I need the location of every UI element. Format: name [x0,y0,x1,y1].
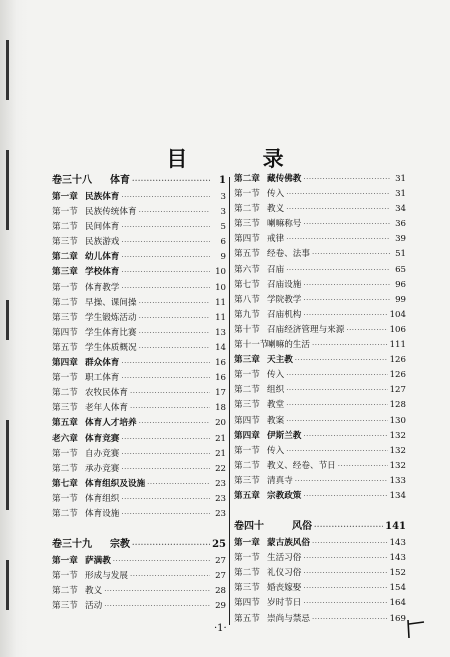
toc-entry-number: 第一节 [52,282,78,293]
toc-entry-number: 第三章 [234,355,260,366]
toc-section-entry[interactable] [234,551,406,566]
leader-dots [303,581,387,596]
leader-dots [121,250,210,265]
toc-entry-page: 23 [215,493,226,504]
toc-entry-title: 学校体育 [85,267,120,278]
toc-entry-title: 宗教 [110,539,130,551]
toc-entry-page: 127 [389,385,406,396]
toc-entry-number: 第一节 [234,189,260,200]
toc-entry-number: 第二节 [234,568,260,579]
toc-entry-number: 第二节 [234,385,260,396]
toc-chapter-entry[interactable] [52,265,226,280]
toc-chapter-entry[interactable] [52,477,226,492]
toc-entry-number: 第七章 [52,478,78,489]
toc-entry-title: 传入 [267,189,285,200]
toc-entry-number: 第五章 [234,490,260,501]
toc-section-entry[interactable] [234,581,406,596]
toc-section-entry[interactable] [234,459,406,474]
toc-entry-page: 31 [395,189,406,200]
leader-dots [121,371,210,386]
toc-entry-title: 喇嘛称号 [267,219,302,230]
leader-dots [312,612,388,627]
toc-entry-title: 组织 [267,385,285,396]
toc-entry-title: 召庙设施 [267,279,302,290]
toc-section-entry[interactable] [52,341,226,356]
toc-entry-title: 幼儿体育 [85,252,120,263]
toc-entry-page: 29 [215,601,226,612]
toc-chapter-entry[interactable] [52,554,226,569]
toc-entry-number: 卷三十八 [52,175,92,186]
leader-dots [121,507,210,522]
toc-entry-page: 141 [385,521,406,533]
toc-section-entry[interactable] [52,281,226,296]
leader-dots [130,569,210,584]
leader-dots [295,474,388,489]
toc-section-entry[interactable] [234,596,406,611]
toc-entry-title: 经卷、法事 [267,249,310,260]
leader-dots [303,429,387,444]
toc-section-entry[interactable] [234,293,406,308]
toc-chapter-entry[interactable] [52,250,226,265]
toc-entry-title: 召庙 [267,264,285,275]
toc-entry-number: 第四章 [52,358,78,369]
toc-entry-number: 第一节 [52,571,78,582]
toc-entry-number: 第二章 [234,174,260,184]
leader-dots [303,596,387,611]
toc-section-entry[interactable] [234,612,406,627]
leader-dots [139,311,210,326]
toc-entry-page: 22 [215,463,226,474]
toc-entry-number: 第五节 [234,249,260,260]
leader-dots [121,281,210,296]
leader-dots [303,551,387,566]
leader-dots [121,432,210,447]
toc-section-entry[interactable] [234,187,406,202]
toc-entry-title: 宗教政策 [267,490,302,501]
toc-section-entry[interactable] [52,205,226,220]
toc-entry-title: 天主教 [267,355,293,366]
toc-section-entry[interactable] [52,401,226,416]
toc-section-entry[interactable] [234,474,406,489]
toc-section-entry[interactable] [52,462,226,477]
leader-dots [121,356,210,371]
leader-dots [121,265,210,280]
toc-entry-title: 召庙机构 [267,309,302,320]
toc-entry-number: 第十节 [234,324,260,335]
leader-dots [286,414,387,429]
leader-dots [130,386,210,401]
leader-dots [303,278,390,293]
toc-section-entry[interactable] [52,371,226,386]
toc-entry-page: 9 [220,252,226,263]
toc-section-entry[interactable] [234,217,406,232]
toc-section-entry[interactable] [52,220,226,235]
toc-entry-page: 36 [395,219,406,230]
leader-dots [139,416,210,431]
leader-dots [286,444,387,459]
toc-entry-number: 第六节 [234,264,260,275]
toc-entry-page: 130 [389,415,406,426]
toc-entry-title: 体育竞赛 [85,433,120,444]
toc-entry-number: 第三节 [52,312,78,323]
leader-dots [139,341,210,356]
toc-entry-number: 第二节 [52,586,78,597]
leader-dots [286,263,390,278]
toc-entry-number: 老六章 [52,433,78,444]
toc-entry-title: 体育人才培养 [85,418,137,429]
toc-entry-title: 教义 [267,204,285,215]
leader-dots [312,338,388,353]
toc-entry-title: 形成与发展 [85,571,128,582]
toc-entry-page: 39 [395,234,406,245]
toc-entry-page: 16 [215,358,226,369]
toc-entry-number: 第二节 [234,204,260,215]
handwritten-mark [404,618,428,640]
toc-entry-title: 婚丧嫁娶 [267,583,302,594]
toc-entry-number: 第一节 [52,373,78,384]
toc-entry-number: 第二节 [52,222,78,233]
toc-entry-page: 1 [219,175,226,186]
toc-entry-page: 14 [215,342,226,353]
toc-entry-number: 第一章 [234,538,260,549]
toc-entry-page: 34 [395,204,406,215]
toc-entry-number: 第四章 [234,430,260,441]
toc-entry-number: 第二节 [234,460,260,471]
toc-entry-number: 第二节 [52,463,78,474]
toc-entry-title: 萨满教 [85,556,111,567]
toc-entry-page: 25 [212,539,226,551]
toc-entry-page: 10 [215,282,226,293]
toc-entry-page: 6 [220,237,226,248]
leader-dots [346,323,387,338]
toc-section-entry[interactable] [52,599,226,614]
toc-entry-title: 藏传佛教 [267,174,302,184]
toc-entry-page: 3 [220,192,226,202]
toc-entry-page: 104 [389,309,406,320]
toc-entry-title: 风俗 [292,521,312,533]
toc-entry-page: 164 [389,598,406,609]
toc-right-column [234,172,406,627]
toc-entry-page: 11 [215,297,226,308]
toc-entry-number: 第三节 [52,601,78,612]
toc-section-entry[interactable] [52,326,226,341]
leader-dots [104,599,210,614]
toc-entry-title: 召庙经济管理与来源 [267,324,345,335]
toc-volume-entry[interactable] [234,518,406,536]
toc-entry-title: 体育 [110,175,130,186]
leader-dots [130,401,210,416]
toc-entry-title: 体育组织及设施 [85,478,146,489]
page-title: 目 录 [166,146,318,171]
toc-section-entry[interactable] [234,338,406,353]
leader-dots [303,293,390,308]
leader-dots [295,353,388,368]
toc-entry-title: 传入 [267,370,285,381]
toc-entry-number: 第三节 [234,400,260,411]
leader-dots [286,368,387,383]
toc-entry-title: 喇嘛的生活 [267,340,310,351]
toc-entry-page: 126 [389,355,406,366]
toc-entry-title: 老年人体育 [85,403,128,414]
toc-section-entry[interactable] [234,202,406,217]
toc-entry-number: 第五节 [52,342,78,353]
toc-entry-number: 第三节 [234,475,260,486]
toc-section-entry[interactable] [234,368,406,383]
leader-dots [286,398,387,413]
toc-entry-number: 第一节 [52,493,78,504]
leader-dots [121,447,210,462]
leader-dots [312,536,388,551]
toc-entry-title: 学院教学 [267,294,302,305]
leader-dots [132,172,210,190]
toc-chapter-entry[interactable] [234,489,406,504]
toc-entry-number: 卷四十 [234,521,264,533]
toc-entry-number: 第二章 [52,252,78,263]
toc-entry-number: 第九节 [234,309,260,320]
toc-entry-title: 学生锻炼活动 [85,312,137,323]
toc-entry-title: 蒙古族风俗 [267,538,310,549]
toc-entry-number: 第一节 [52,207,78,218]
toc-entry-number: 第四节 [234,234,260,245]
toc-entry-title: 农牧民体育 [85,388,128,399]
toc-section-entry[interactable] [234,414,406,429]
page-binding-edge [0,0,28,657]
toc-chapter-entry[interactable] [234,172,406,187]
toc-entry-page: 128 [389,400,406,411]
toc-entry-page: 27 [215,556,226,567]
leader-dots [104,584,210,599]
toc-chapter-entry[interactable] [234,536,406,551]
leader-dots [286,187,390,202]
toc-entry-page: 154 [389,583,406,594]
toc-section-entry[interactable] [234,278,406,293]
toc-section-entry[interactable] [52,492,226,507]
toc-section-entry[interactable] [52,386,226,401]
toc-entry-page: 111 [389,340,406,351]
toc-entry-title: 戒律 [267,234,285,245]
toc-entry-page: 143 [389,538,406,549]
toc-entry-number: 第五章 [52,418,78,429]
leader-dots [139,326,210,341]
toc-entry-title: 体育教学 [85,282,120,293]
toc-entry-title: 教案 [267,415,285,426]
toc-entry-title: 职工体育 [85,373,120,384]
leader-dots [139,205,210,220]
toc-entry-number: 第三节 [234,219,260,230]
toc-entry-title: 教堂 [267,400,285,411]
toc-entry-number: 第三节 [234,583,260,594]
toc-entry-page: 132 [389,460,406,471]
toc-entry-page: 5 [220,222,226,233]
toc-section-entry[interactable] [234,566,406,581]
toc-entry-title: 学生体育比赛 [85,327,137,338]
toc-entry-page: 18 [215,403,226,414]
toc-entry-title: 群众体育 [85,358,120,369]
toc-entry-number: 第十一节 [234,340,269,351]
leader-dots [121,235,210,250]
toc-entry-number: 第一节 [234,445,260,456]
toc-entry-title: 民族体育 [85,192,120,202]
toc-entry-number: 第八节 [234,294,260,305]
toc-entry-number: 第一章 [52,556,78,567]
toc-entry-page: 65 [395,264,406,275]
toc-chapter-entry[interactable] [234,353,406,368]
toc-entry-title: 传入 [267,445,285,456]
toc-entry-page: 106 [389,324,406,335]
section-spacer [52,522,226,536]
toc-section-entry[interactable] [234,323,406,338]
toc-entry-number: 第三节 [52,237,78,248]
toc-entry-title: 活动 [85,601,103,612]
toc-entry-page: 169 [389,613,406,624]
toc-entry-title: 民族传统体育 [85,207,137,218]
leader-dots [121,190,210,205]
toc-entry-title: 岁时节日 [267,598,302,609]
page-number: ·1· [214,623,227,634]
toc-entry-number: 第一节 [234,553,260,564]
toc-volume-entry[interactable] [52,172,226,190]
toc-chapter-entry[interactable] [52,416,226,431]
leader-dots [121,220,210,235]
toc-section-entry[interactable] [52,569,226,584]
toc-entry-page: 133 [389,475,406,486]
toc-entry-title: 民族游戏 [85,237,120,248]
toc-chapter-entry[interactable] [52,432,226,447]
toc-entry-page: 152 [389,568,406,579]
toc-entry-page: 3 [220,207,226,218]
toc-entry-title: 伊斯兰教 [267,430,302,441]
toc-entry-title: 生活习俗 [267,553,302,564]
leader-dots [303,172,390,187]
toc-entry-title: 民间体育 [85,222,120,233]
toc-chapter-entry[interactable] [52,190,226,205]
toc-entry-page: 13 [215,327,226,338]
toc-section-entry[interactable] [234,398,406,413]
toc-entry-title: 崇尚与禁忌 [267,613,310,624]
toc-entry-page: 134 [389,490,406,501]
leader-dots [132,536,210,554]
toc-entry-page: 11 [215,312,226,323]
toc-entry-title: 体育组织 [85,493,120,504]
leader-dots [303,566,387,581]
toc-left-column [52,172,226,614]
toc-entry-page: 27 [215,571,226,582]
toc-section-entry[interactable] [52,507,226,522]
toc-section-entry[interactable] [234,263,406,278]
leader-dots [303,217,390,232]
toc-entry-number: 第七节 [234,279,260,290]
toc-entry-page: 17 [215,388,226,399]
leader-dots [312,247,390,262]
toc-entry-page: 51 [395,249,406,260]
toc-section-entry[interactable] [52,311,226,326]
toc-section-entry[interactable] [234,383,406,398]
toc-entry-page: 20 [215,418,226,429]
toc-entry-title: 自办竞赛 [85,448,120,459]
toc-entry-number: 第四节 [234,598,260,609]
toc-entry-page: 132 [389,430,406,441]
toc-entry-title: 教义 [85,586,103,597]
toc-section-entry[interactable] [234,308,406,323]
toc-section-entry[interactable] [234,247,406,262]
leader-dots [139,296,210,311]
toc-entry-title: 承办竞赛 [85,463,120,474]
toc-entry-page: 23 [215,508,226,519]
toc-entry-page: 96 [395,279,406,290]
toc-entry-number: 第二节 [52,508,78,519]
leader-dots [314,518,383,536]
toc-entry-number: 第二节 [52,297,78,308]
toc-entry-number: 第四节 [234,415,260,426]
toc-entry-number: 第一节 [52,448,78,459]
toc-entry-page: 132 [389,445,406,456]
toc-volume-entry[interactable] [52,536,226,554]
toc-entry-page: 143 [389,553,406,564]
toc-chapter-entry[interactable] [234,429,406,444]
toc-section-entry[interactable] [52,235,226,250]
toc-section-entry[interactable] [234,444,406,459]
toc-section-entry[interactable] [52,447,226,462]
toc-entry-number: 第一章 [52,192,78,202]
toc-entry-number: 卷三十九 [52,539,92,551]
toc-chapter-entry[interactable] [52,356,226,371]
toc-entry-page: 28 [215,586,226,597]
toc-section-entry[interactable] [234,232,406,247]
toc-entry-page: 21 [215,433,226,444]
toc-entry-title: 礼仪习俗 [267,568,302,579]
toc-entry-title: 学生体质概况 [85,342,137,353]
leader-dots [303,308,387,323]
toc-entry-page: 31 [395,174,406,184]
toc-entry-title: 清真寺 [267,475,293,486]
leader-dots [286,202,390,217]
toc-section-entry[interactable] [52,584,226,599]
toc-entry-page: 16 [215,373,226,384]
leader-dots [286,383,387,398]
toc-entry-title: 教义、经卷、节日 [267,460,336,471]
toc-entry-title: 体育设施 [85,508,120,519]
toc-entry-number: 第三节 [52,403,78,414]
leader-dots [121,492,210,507]
toc-entry-page: 21 [215,448,226,459]
leader-dots [303,489,387,504]
toc-entry-number: 第二节 [52,388,78,399]
toc-entry-page: 126 [389,370,406,381]
toc-entry-page: 99 [395,294,406,305]
toc-entry-number: 第五节 [234,613,260,624]
toc-entry-title: 早操、课间操 [85,297,137,308]
leader-dots [147,477,210,492]
toc-entry-page: 10 [215,267,226,278]
toc-entry-number: 第四节 [52,327,78,338]
section-spacer [234,504,406,518]
leader-dots [286,232,390,247]
toc-entry-number: 第一节 [234,370,260,381]
column-divider [229,177,230,625]
leader-dots [121,462,210,477]
toc-entry-number: 第三章 [52,267,78,278]
leader-dots [338,459,388,474]
toc-entry-page: 23 [215,478,226,489]
leader-dots [113,554,210,569]
toc-section-entry[interactable] [52,296,226,311]
